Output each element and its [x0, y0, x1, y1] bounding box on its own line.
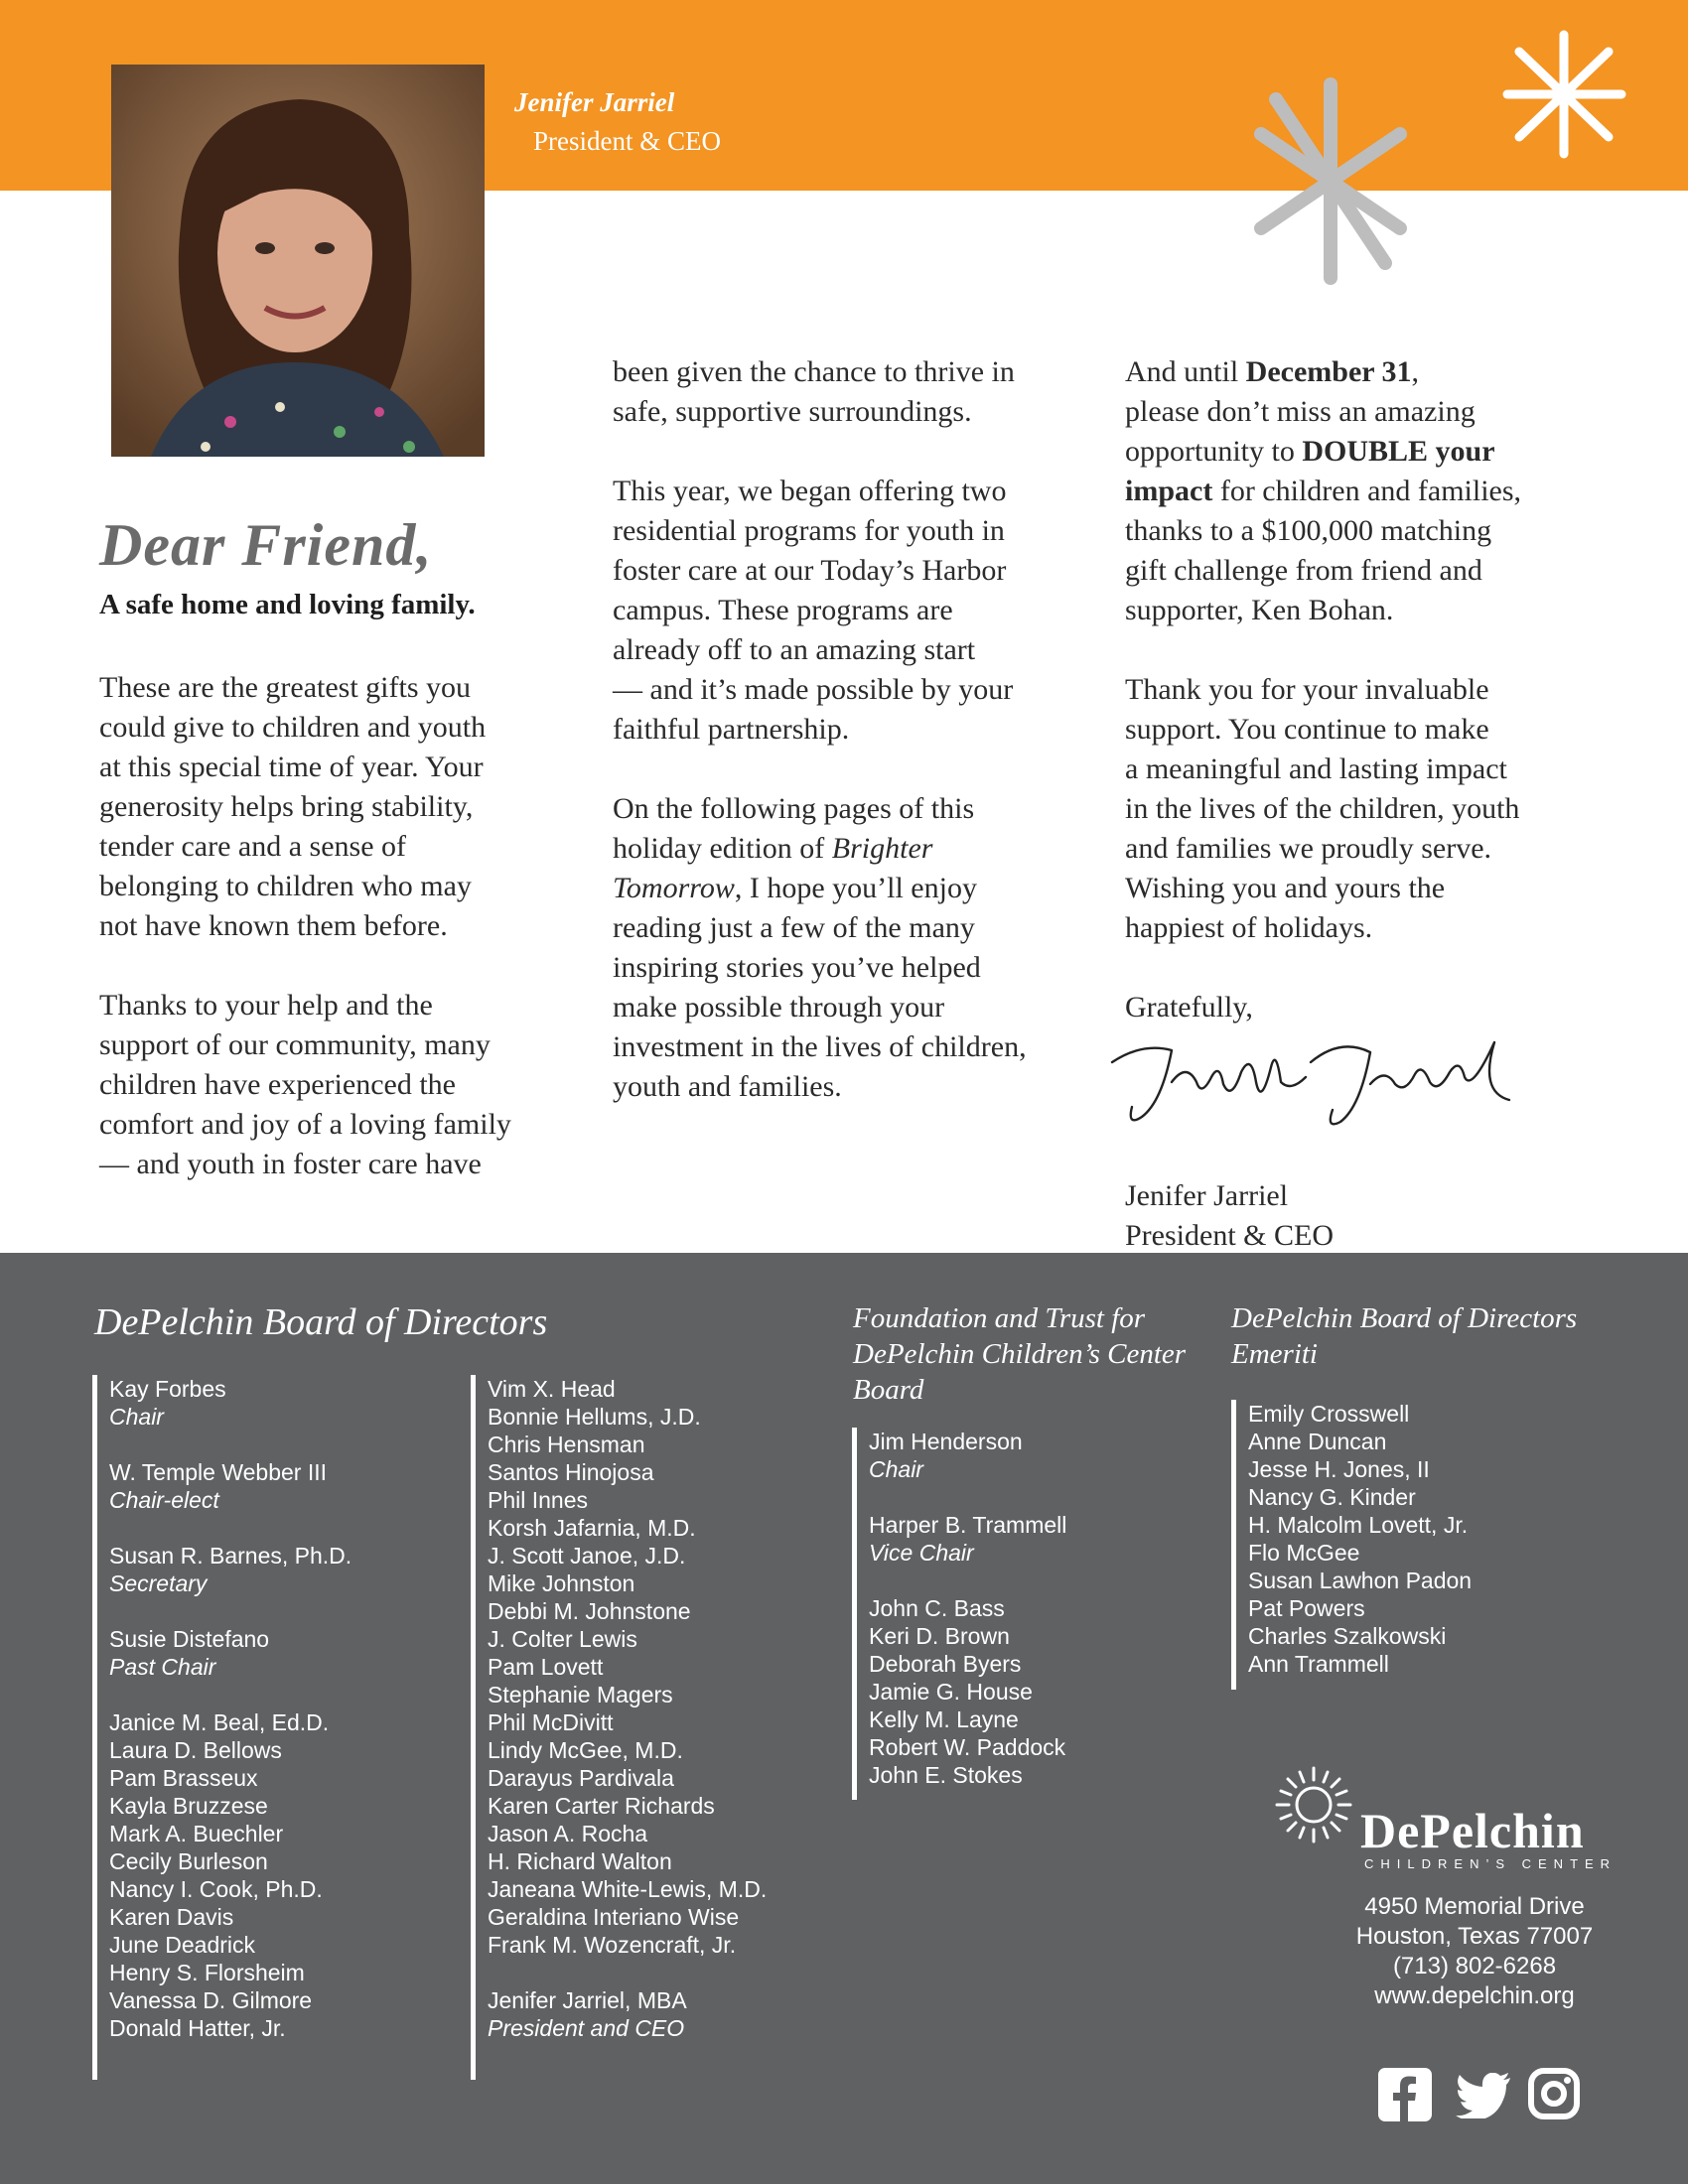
- handwritten-signature: [1102, 1023, 1519, 1142]
- board-list-1: Kay Forbes Chair W. Temple Webber III Chair-elect Susan R. Barnes, Ph.D. Secretary Susie Distefano Past Chair Janice M. Beal, Ed.D. Laura D. Bellows Pam Brasseux Kayla Bruzzese Mark A. Buechler Cecily Burleson Nancy I. Cook, Ph.D. Karen Davis June Deadrick Henry S. Florsheim Vanessa D. Gilmore Donald Hatter, Jr.: [92, 1375, 352, 2080]
- publication-title: Brighter: [831, 832, 933, 865]
- logo-name: DePelchin: [1360, 1803, 1585, 1858]
- letter-paragraph: Thanks to your help and the support of our community, many children have experienced the comfort and joy of a loving family — and youth in foster care have: [99, 989, 511, 1180]
- header-ceo-name: Jenifer Jarriel: [514, 87, 675, 117]
- letter-paragraph: Thank you for your invaluable support. You continue to make a meaningful and lasting impact in the lives of the children, youth and families we proudly serve. Wishing you and yours the happiest of holidays.: [1125, 673, 1520, 944]
- emeriti-title: DePelchin Board of Directors Emeriti: [1231, 1302, 1578, 1370]
- signer-name: Jenifer Jarriel: [1125, 1179, 1289, 1212]
- logo-subtitle: CHILDREN’S CENTER: [1364, 1856, 1618, 1871]
- white-snowflake-icon: [1497, 30, 1631, 159]
- foundation-title: Foundation and Trust for DePelchin Children’s Center Board: [853, 1302, 1187, 1406]
- letter-paragraph: been given the chance to thrive in safe, supportive surroundings.: [613, 355, 1015, 428]
- foundation-list: Jim Henderson Chair Harper B. Trammell Vice Chair John C. Bass Keri D. Brown Deborah Byers Jamie G. House Kelly M. Layne Robert W. Paddock John E. Stokes: [852, 1428, 1066, 1800]
- letter-paragraph: These are the greatest gifts you could give to children and youth at this special time of year. Your generosity helps bring stability, tender care and a sense of belonging to children who may not have known them before.: [99, 671, 487, 942]
- emeriti-list: Emily Crosswell Anne Duncan Jesse H. Jones, II Nancy G. Kinder H. Malcolm Lovett, Jr. Flo McGee Susan Lawhon Padon Pat Powers Charles Szalkowski Ann Trammell: [1231, 1400, 1472, 1690]
- gray-snowflake-icon: [1246, 74, 1415, 288]
- board-list-2: Vim X. Head Bonnie Hellums, J.D. Chris Hensman Santos Hinojosa Phil Innes Korsh Jafarnia, M.D. J. Scott Janoe, J.D. Mike Johnston Debbi M. Johnstone J. Colter Lewis Pam Lovett Stephanie Magers Phil McDivitt Lindy McGee, M.D. Darayus Pardivala Karen Carter Richards Jason A. Rocha H. Richard Walton Janeana White-Lewis, M.D. Geraldina Interiano Wise Frank M. Wozencraft, Jr. Jenifer Jarriel, MBA President and CEO: [471, 1375, 767, 2080]
- publication-title: Tomorrow: [613, 872, 735, 904]
- website-link[interactable]: www.depelchin.org: [1374, 1982, 1575, 2009]
- header-ceo-title: President & CEO: [533, 126, 721, 156]
- org-address: 4950 Memorial Drive Houston, Texas 77007 (713) 802-6268 www.depelchin.org: [1331, 1892, 1618, 2011]
- letter-paragraph: And until December 31, please don’t miss an amazing opportunity to DOUBLE your impact for children and families, thanks to a $100,000 matching gift challenge from friend and supporter, Ken Bohan.: [1125, 355, 1522, 626]
- ceo-photo: [111, 65, 485, 457]
- instagram-icon[interactable]: [1528, 2068, 1580, 2119]
- sun-logo-icon: [1273, 1764, 1354, 1845]
- letter-paragraph: On the following pages of this holiday edition of Brighter Tomorrow, I hope you’ll enjoy reading just a few of the many inspiring stories you’ve helped make possible through your investment in the lives of children, youth and families.: [613, 792, 1027, 1103]
- twitter-icon[interactable]: [1456, 2073, 1511, 2118]
- letter-subhead: A safe home and loving family.: [99, 589, 476, 620]
- letter-closing: Gratefully,: [1125, 991, 1253, 1024]
- letter-column-2: [613, 352, 1089, 1147]
- facebook-icon[interactable]: [1378, 2068, 1432, 2121]
- letter-column-1: [99, 668, 576, 1224]
- letter-greeting: Dear Friend,: [99, 512, 433, 578]
- signer-title: President & CEO: [1125, 1219, 1334, 1252]
- letter-paragraph: This year, we began offering two residential programs for youth in foster care at our Today’s Harbor campus. These programs are already off to an amazing start — and it’s made possible by your faithful partnership.: [613, 475, 1014, 746]
- board-title: DePelchin Board of Directors: [94, 1301, 548, 1343]
